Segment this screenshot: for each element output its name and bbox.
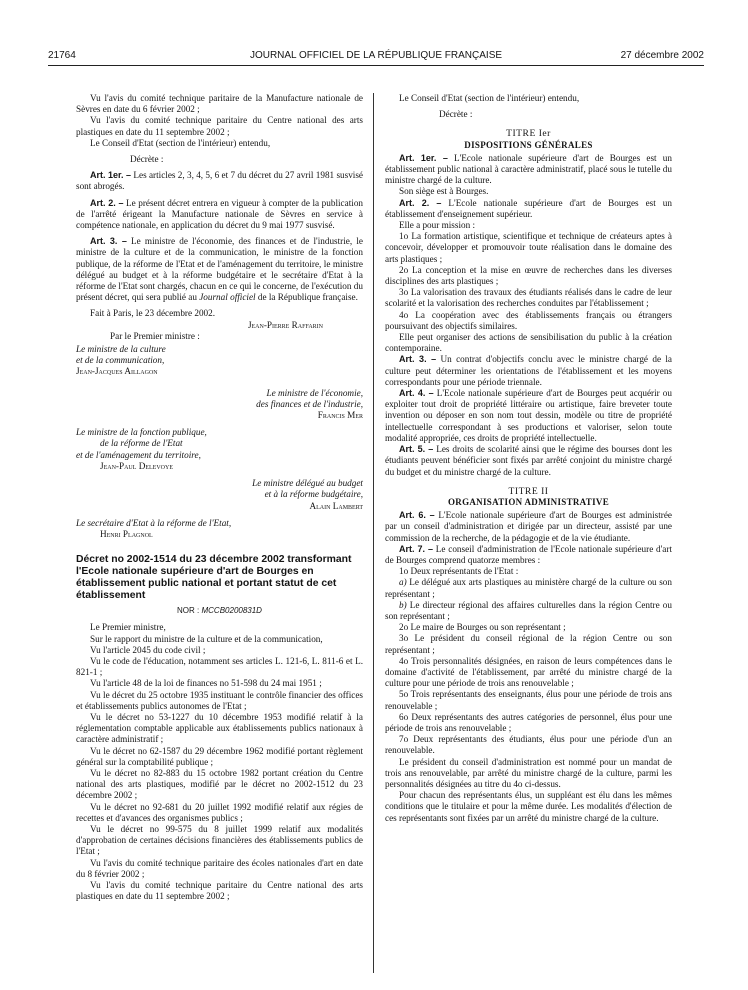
nor-label: NOR : <box>177 606 202 616</box>
signatory-pm: Jean-Pierre Raffarin <box>247 319 323 330</box>
paragraph: Vu l'avis du comité technique paritaire du Centre national des arts plastiques en date du 11 septembre 2002 ; <box>76 115 363 137</box>
signature-title: et à la réforme budgétaire, <box>264 489 363 500</box>
article-text: Les articles 2, 3, 4, 5, 6 et 7 du décret du 27 avril 1981 susvisé sont abrogés. <box>76 170 363 192</box>
visa: Vu le décret no 62-1587 du 29 décembre 1962 modifié portant règlement général sur la comptabilité publique ; <box>76 745 363 767</box>
article-6 <box>385 510 672 544</box>
visa: Vu le décret no 92-681 du 20 juillet 1992 modifié relatif aux régies de recettes et d'avances des organismes publics ; <box>76 801 363 823</box>
article-label: Art. 4. – <box>399 388 434 399</box>
signature-title: des finances et de l'industrie, <box>256 398 363 409</box>
signature-title: et de l'aménagement du territoire, <box>76 449 201 460</box>
visa: Vu le décret no 99-575 du 8 juillet 1999 relatif aux modalités d'approbation de certaines décisions financières des établissements publics de l'Etat ; <box>76 823 363 857</box>
visa: Vu le code de l'éducation, notamment ses articles L. 121-6, L. 811-6 et L. 821-1 ; <box>76 655 363 678</box>
signature-title: Le secrétaire d'Etat à la réforme de l'Etat, <box>76 517 232 528</box>
decree-title: Décret no 2002-1514 du 23 décembre 2002 transformant l'Ecole nationale supérieure d'art de Bourges en établissement public national et portant statut de cet établissement <box>76 554 352 602</box>
signature-block-secretaire-etat <box>76 518 363 540</box>
article-label: Art. 7. – <box>399 543 433 554</box>
journal-title: JOURNAL OFFICIEL DE LA RÉPUBLIQUE FRANÇAISE <box>249 50 503 61</box>
signature-title: de la réforme de l'Etat <box>100 438 183 449</box>
titre-1-heading: DISPOSITIONS GÉNÉRALES <box>464 139 593 150</box>
article-7 <box>385 544 672 566</box>
visa: Vu le décret no 53-1227 du 10 décembre 1953 modifié relatif à la réglementation comptable applicable aux établissements publics nationaux à caractère administratif ; <box>76 711 363 745</box>
titre-2: TITRE II <box>508 485 549 497</box>
mission-item: 1o La formation artistique, scientifique et technique de créateurs aptes à concevoir, développer et promouvoir toute réalisation dans le domaine des arts plastiques ; <box>385 231 672 264</box>
subitem-letter: a) <box>399 577 407 588</box>
visa: Vu l'article 48 de la loi de finances no 51-598 du 24 mai 1951 ; <box>90 678 322 689</box>
article-label: Art. 3. – <box>90 236 127 247</box>
council-subitem <box>385 577 672 599</box>
article-text: Le ministre de l'économie, des finances et de l'industrie, le ministre de la culture et de la communication, le ministre de la fonction publique, de la réforme de l'Etat et de l'aménagement du territoire, le ministre délégué au budget et à la réforme budgétaire et le secrétaire d'Etat à la réforme de l'Etat sont chargés, chacun en ce qui le concerne, de l'exécution du présent décret, qui sera publié au <box>76 236 363 303</box>
visa: Sur le rapport du ministre de la culture et de la communication, <box>90 633 323 644</box>
column-divider <box>373 93 374 973</box>
council-item: 2o Le maire de Bourges ou son représentant ; <box>399 622 566 633</box>
signature-name: Jean-Jacques Aillagon <box>76 366 158 377</box>
subitem-text: Le directeur régional des affaires culturelles dans la région Centre ou son représentant ; <box>385 599 672 621</box>
subitem-text: Le délégué aux arts plastiques au ministère chargé de la culture ou son représentant ; <box>385 577 672 599</box>
council-item: 5o Trois représentants des enseignants, élus pour une période de trois ans renouvelable ; <box>385 689 672 711</box>
article-label: Art. 1er. – <box>399 152 448 163</box>
journal-officiel-ref: Journal officiel <box>199 292 256 303</box>
article-3 <box>76 236 363 303</box>
signature-block-culture <box>76 344 363 378</box>
article-text: Le présent décret entrera en vigueur à compter de la publication de l'arrêté érigeant la Manufacture nationale de Sèvres en service à compétence nationale, en application du décret du 9 mai 1977 susvisé. <box>76 197 364 231</box>
article-label: Art. 5. – <box>399 444 434 455</box>
paragraph: Le président du conseil d'administration est nommé pour un mandat de trois ans renouvelable, par arrêté du ministre chargé de la culture, parmi les personnalités désignées au titre du 4o ci-dessus. <box>385 756 672 789</box>
signature-title: Le ministre de l'économie, <box>266 387 363 398</box>
article-2 <box>385 198 672 220</box>
paragraph: Le Premier ministre, <box>90 622 166 633</box>
signature-name: Francis Mer <box>317 410 363 421</box>
nor-reference <box>76 605 363 616</box>
header-rule <box>48 65 704 66</box>
page-header <box>48 50 704 64</box>
visa: Vu l'avis du comité technique paritaire des écoles nationales d'art en date du 8 février 2002 ; <box>76 857 363 879</box>
paragraph: Vu l'avis du comité technique paritaire de la Manufacture nationale de Sèvres en date du 6 février 2002 ; <box>76 93 363 115</box>
titre-2-heading: ORGANISATION ADMINISTRATIVE <box>447 496 610 507</box>
signature-title: Le ministre délégué au budget <box>252 478 363 489</box>
visa: Vu l'avis du comité technique paritaire du Centre national des arts plastiques en date du 11 septembre 2002 ; <box>76 879 363 902</box>
article-3 <box>385 354 672 388</box>
article-text: L'Ecole nationale supérieure d'art de Bourges est un établissement public national à caractère administratif, placé sous le tutelle du ministre chargé de la culture. <box>385 152 672 186</box>
visa: Vu le décret du 25 octobre 1935 instituant le contrôle financier des offices et établissements publics autonomes de l'Etat ; <box>76 689 363 711</box>
article-label: Art. 2. – <box>399 197 442 208</box>
article-text: Les droits de scolarité ainsi que le régime des bourses dont les étudiants peuvent bénéficier sont fixés par arrêté conjoint du ministre chargé du budget et du ministre chargé de la culture. <box>385 444 672 477</box>
titre-1: TITRE Ier <box>506 128 551 140</box>
article-text-end: de la République française. <box>255 292 358 303</box>
signature-name: Alain Lambert <box>309 500 363 511</box>
council-subitem <box>385 600 672 622</box>
article-1 <box>385 153 672 187</box>
council-item: 1o Deux représentants de l'Etat : <box>399 566 519 577</box>
left-column <box>76 93 363 902</box>
mission-item: 4o La coopération avec des établissements français ou étrangers poursuivant des objectifs similaires. <box>385 309 672 331</box>
article-text: Le conseil d'administration de l'Ecole nationale supérieure d'art de Bourges comprend quatorze membres : <box>385 543 672 565</box>
decrete-label: Décrète : <box>130 154 164 165</box>
article-4 <box>385 388 672 444</box>
article-text: L'Ecole nationale supérieure d'art de Bourges est un établissement d'enseignement supérieur. <box>385 197 672 219</box>
signature-name: Jean-Paul Delevoye <box>100 460 173 471</box>
paragraph: Son siège est à Bourges. <box>399 186 489 197</box>
page-number: 21764 <box>48 50 76 61</box>
signature-title: Le ministre de la culture <box>76 344 166 355</box>
article-text: L'Ecole nationale supérieure d'art de Bourges peut acquérir ou exploiter tout droit de propriété littéraire ou artistique, faire breveter toute invention ou déposer en son nom tout dessin, modèle ou titre de propriété intellectuelle correspondant à ses productions et valoriser, selon toute modalité appropriée, ces droits de propriété intellectuelle. <box>385 388 672 443</box>
signature-block-fonction-publique <box>76 427 363 472</box>
article-text: L'Ecole nationale supérieure d'art de Bourges est administrée par un conseil d'administration et dirigée par un directeur, assisté par une commission de la recherche, de la pédagogie et de la vie étudiante. <box>385 510 672 543</box>
paragraph: Le Conseil d'Etat (section de l'intérieur) entendu, <box>399 93 580 103</box>
mission-item: 3o La valorisation des travaux des étudiants réalisés dans le cadre de leur scolarité et la valorisation des recherches conduites par l'établissement ; <box>385 287 672 309</box>
article-text: Un contrat d'objectifs conclu avec le ministre chargé de la culture peut déterminer les orientations de l'établissement et les moyens correspondants pour une période triennale. <box>385 354 673 387</box>
article-5 <box>385 444 672 478</box>
fait-line: Fait à Paris, le 23 décembre 2002. <box>90 308 216 319</box>
visa: Vu l'article 2045 du code civil ; <box>90 644 206 655</box>
article-1 <box>76 170 363 192</box>
paragraph: Elle a pour mission : <box>399 220 476 231</box>
article-label: Art. 3. – <box>399 354 437 365</box>
council-item: 6o Deux représentants des autres catégories de personnel, élus pour une période de trois ans renouvelable ; <box>385 711 672 733</box>
paragraph: Pour chacun des représentants élus, un suppléant est élu dans les mêmes conditions que le titulaire et pour la même durée. Les modalités d'élection de ces représentants sont fixées par un arrêté du ministre chargé de la culture. <box>385 790 672 823</box>
mission-item: 2o La conception et la mise en œuvre de recherches dans les diverses disciplines des arts plastiques ; <box>385 264 672 287</box>
council-item: 7o Deux représentants des étudiants, élus pour une période d'un an renouvelable. <box>385 734 672 756</box>
right-column <box>385 93 672 824</box>
article-label: Art. 6. – <box>399 510 435 521</box>
paragraph: Le Conseil d'Etat (section de l'intérieur) entendu, <box>90 137 271 148</box>
signature-title: Le ministre de la fonction publique, <box>76 427 207 438</box>
visa: Vu le décret no 82-883 du 15 octobre 1982 portant création du Centre national des arts plastiques, modifié par le décret no 2002-1512 du 23 décembre 2002 ; <box>76 767 363 801</box>
decrete-label: Décrète : <box>439 109 473 120</box>
signature-title: et de la communication, <box>76 355 165 366</box>
nor-code: MCCB0200831D <box>201 606 262 616</box>
issue-date: 27 décembre 2002 <box>620 50 704 61</box>
par-premier-ministre: Par le Premier ministre : <box>110 330 200 341</box>
signature-name: Henri Plagnol <box>100 528 153 539</box>
signature-block-economie <box>76 388 363 422</box>
paragraph: Elle peut organiser des actions de sensibilisation du public à la création contemporaine. <box>385 332 672 354</box>
article-label: Art. 2. – <box>90 197 124 208</box>
council-item: 4o Trois personnalités désignées, en raison de leurs compétences dans le domaine d'activité de l'établissement, par arrêté du ministre chargé de la culture pour une période de trois ans renouvelable ; <box>385 655 672 689</box>
council-item: 3o Le président du conseil régional de la région Centre ou son représentant ; <box>385 633 672 655</box>
signature-block-budget <box>76 478 363 512</box>
article-2 <box>76 198 363 232</box>
subitem-letter: b) <box>399 599 407 610</box>
article-label: Art. 1er. – <box>90 170 132 181</box>
